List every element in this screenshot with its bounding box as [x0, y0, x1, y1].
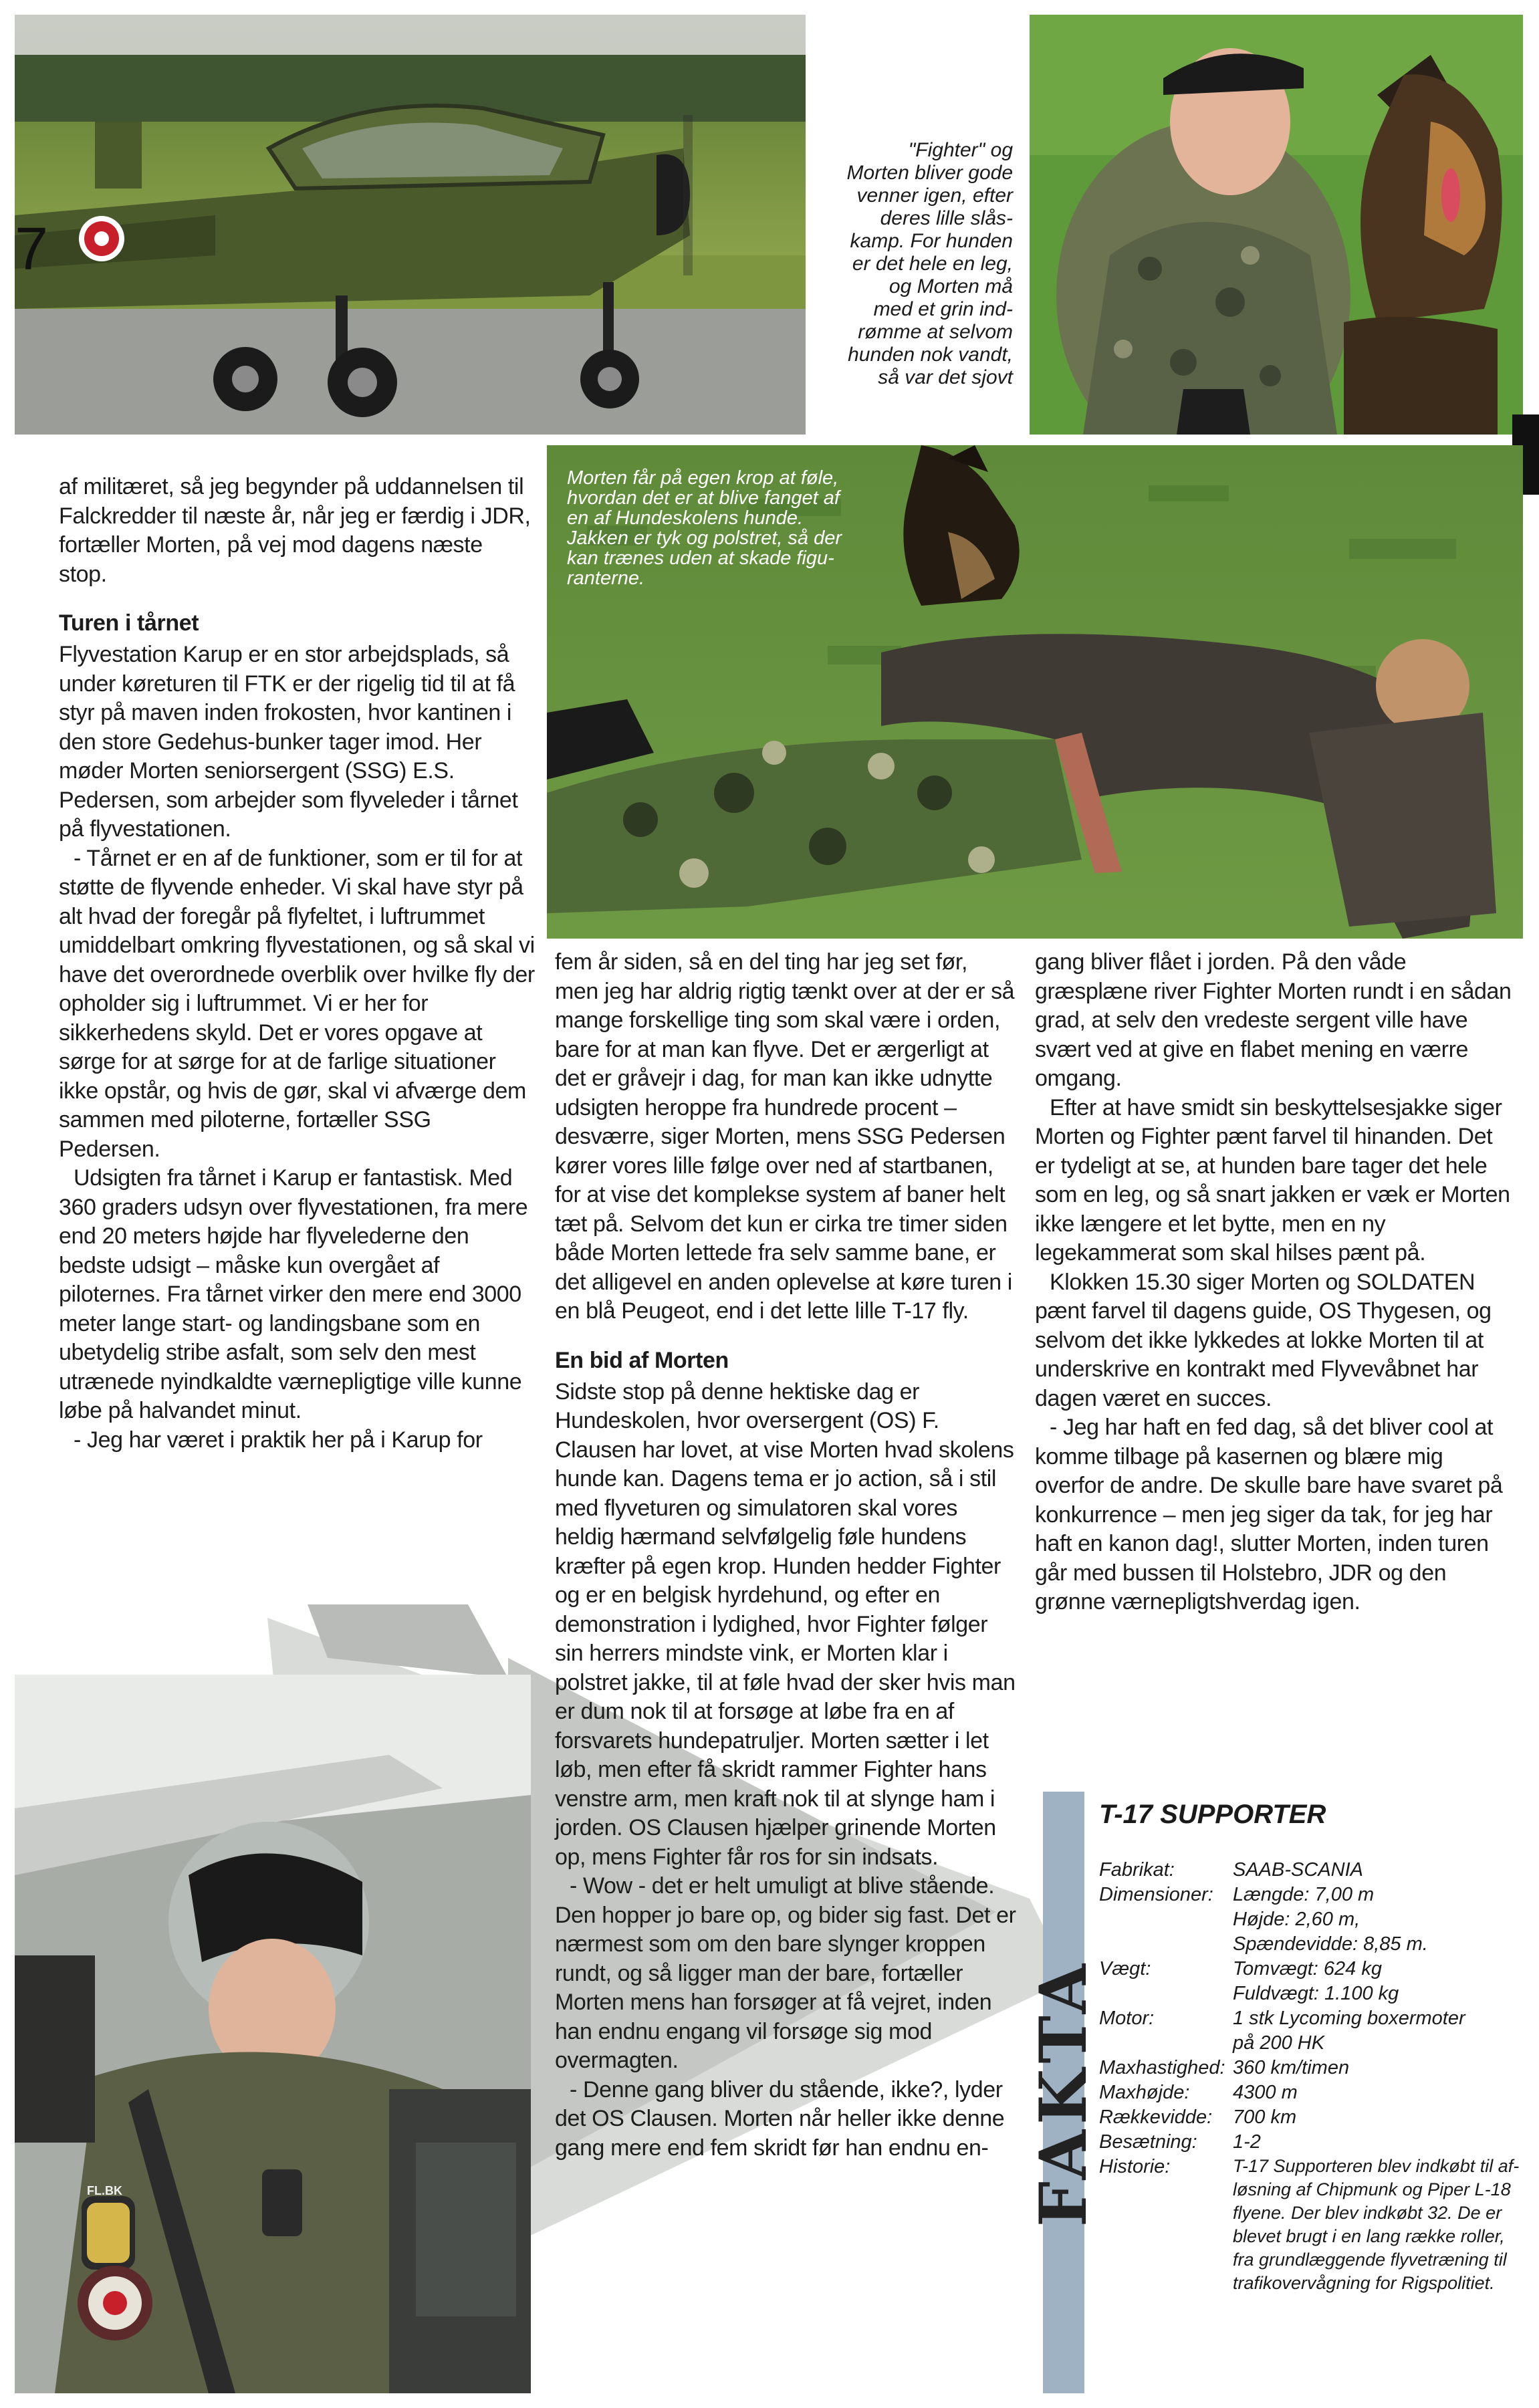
- section-heading: En bid af Morten: [555, 1347, 729, 1373]
- caption-line: "Fighter" og: [908, 139, 1013, 161]
- fakta-row: [1099, 1957, 1514, 2006]
- caption-line: kan trænes uden at skade figu-: [567, 548, 834, 569]
- fakta-key: Motor:: [1099, 2008, 1155, 2029]
- article-column-2: [555, 948, 1016, 2163]
- fakta-value: blevet brugt i en lang række roller,: [1233, 2226, 1505, 2246]
- article-column-1: [59, 473, 535, 1455]
- photo-aircraft: [15, 15, 806, 435]
- fakta-value: Fuldvægt: 1.100 kg: [1233, 1983, 1399, 2004]
- paragraph: Udsigten fra tårnet i Karup er fantastisk. Med 360 graders udsyn over flyvestationen, fra mere end 20 meters højde har flyvelederne den bedste udsigt – måske kun overgået af piloternes. Fra tårnet virker den mere end 3000 meter lange start- og landingsbane som en ubetydelig stribe asfalt, som selv den mest utrænede nyindkaldte værnepligtige ville kunne løbe på halvandet minut.: [59, 1165, 528, 1423]
- paragraph: - Wow - det er helt umuligt at blive stående. Den hopper jo bare op, og bider sig fast. Det er nærmest som om den bare slynger kroppen rundt, og så ligger man der bare, fortæller Morten mens han forsøger at få vejret, inden han endnu engang vil forsøge sig mod overmagten.: [555, 1873, 1016, 2073]
- fakta-value: Længde: 7,00 m: [1233, 1884, 1375, 1905]
- fakta-row: [1099, 2006, 1514, 2056]
- fakta-value: T-17 Supporteren blev indkøbt til af-: [1233, 2156, 1520, 2176]
- fakta-value: 1 stk Lycoming boxermoter: [1233, 2008, 1465, 2029]
- fakta-row: [1099, 2130, 1514, 2155]
- fakta-row: [1099, 1858, 1514, 1883]
- fakta-value: flyene. Der blev indkøbt 32. De er: [1233, 2203, 1502, 2223]
- fakta-row: [1099, 2155, 1520, 2295]
- fakta-key: Rækkevidde:: [1099, 2106, 1213, 2128]
- fakta-key: Maxhastighed:: [1099, 2057, 1225, 2078]
- paragraph: - Tårnet er en af de funktioner, som er til for at støtte de flyvende enheder. Vi skal have styr på alt hvad der foregår på flyfeltet, i luftrummet umiddelbart omkring flyvestationen, og så skal vi have det overordnede overblik over hvilke fly der opholder sig i luftrummet. Vi er her for sikkerhedens skyld. Det er vores opgave at sørge for at sørge for at de farlige situationer ikke opstår, og hvis de gør, skal vi afværge dem sammen med piloterne, fortæller SSG Pedersen.: [59, 845, 535, 1162]
- caption-line: og Morten må: [889, 275, 1013, 297]
- fakta-value: trafikovervågning for Rigspolitiet.: [1233, 2273, 1495, 2293]
- section-heading: Turen i tårnet: [59, 610, 199, 636]
- fakta-value: på 200 HK: [1233, 2032, 1325, 2054]
- fakta-row: [1099, 1883, 1514, 1957]
- article-column-3: [1035, 948, 1516, 1617]
- caption-line: deres lille slås-: [880, 207, 1013, 229]
- fl-bk-patch-label: FL.BK: [87, 2184, 122, 2197]
- paragraph: - Jeg har været i praktik her på i Karup for: [74, 1427, 483, 1453]
- paragraph: Flyvestation Karup er en stor arbejdsplads, så under køreturen til FTK er der rigelig tid til at få styr på maven inden frokosten, hvor kantinen i den store Gedehus-bunker tager imod. Her møder Morten seniorsergent (SSG) E.S. Pedersen, som arbejder som flyveleder i tårnet på flyvestationen.: [59, 642, 518, 842]
- fakta-key: Besætning:: [1099, 2131, 1197, 2153]
- caption-fighter: [812, 139, 1013, 389]
- fakta-value: 4300 m: [1233, 2082, 1298, 2103]
- photo-pilot-cockpit: [15, 1675, 531, 2393]
- caption-line: hvordan det er at blive fanget af: [567, 487, 840, 509]
- fakta-value: SAAB-SCANIA: [1233, 1859, 1363, 1881]
- caption-line: ranterne.: [567, 568, 645, 589]
- caption-line: Morten får på egen krop at føle,: [567, 467, 839, 489]
- fakta-value: fra grundlæggende flyvetræning til: [1233, 2250, 1507, 2270]
- fakta-row: [1099, 2080, 1514, 2105]
- fakta-key: Fabrikat:: [1099, 1859, 1175, 1881]
- fakta-title: T-17 SUPPORTER: [1099, 1800, 1326, 1829]
- fakta-value: løsning af Chipmunk og Piper L-18: [1233, 2179, 1511, 2199]
- tail-number: 7: [15, 216, 49, 283]
- fakta-row: [1099, 2056, 1514, 2080]
- fakta-value: 700 km: [1233, 2106, 1297, 2128]
- fakta-key: Maxhøjde:: [1099, 2082, 1190, 2103]
- fakta-value: 1-2: [1233, 2131, 1261, 2153]
- paragraph: - Denne gang bliver du stående, ikke?, lyder det OS Clausen. Morten når heller ikke denne gang mere end fem skridt før han endnu en-: [555, 2076, 1005, 2161]
- fakta-key: Historie:: [1099, 2156, 1171, 2177]
- paragraph: gang bliver flået i jorden. På den våde græsplæne river Fighter Morten rundt i en sådan grad, at selv den vredeste sergent ville have svært ved at give en flabet mening en værre omgang.: [1035, 949, 1512, 1091]
- paragraph: fem år siden, så en del ting har jeg set før, men jeg har aldrig rigtig tænkt over at der er så mange forskellige ting som skal være i orden, bare for at man kan flyve. Det er ærgerligt at det er gråvejr i dag, for man kan ikke udnytte udsigten heroppe fra hundrede procent – desværre, siger Morten, mens SSG Pedersen kører vores lille følge over ned af startbanen, for at vise det komplekse system af baner helt tæt på. Selvom det kun er cirka tre timer siden både Morten lettede fra selv samme bane, er det alligevel en anden oplevelse at køre turen i en blå Peugeot, end i det lette lille T-17 fly.: [555, 949, 1015, 1324]
- caption-line: Jakken er tyk og polstret, så der: [567, 527, 842, 549]
- caption-line: hunden nok vandt,: [848, 344, 1013, 366]
- caption-line: med et grin ind-: [873, 298, 1013, 320]
- caption-line: så var det sjovt: [878, 366, 1013, 388]
- fakta-value: Højde: 2,60 m,: [1233, 1909, 1360, 1930]
- fakta-label: FAKTA: [1026, 1958, 1102, 2227]
- fakta-key: Vægt:: [1099, 1958, 1151, 1979]
- fakta-value: Spændevidde: 8,85 m.: [1233, 1933, 1428, 1955]
- caption-line: venner igen, efter: [856, 185, 1013, 207]
- caption-line: er det hele en leg,: [852, 253, 1013, 275]
- caption-dog-training: [567, 468, 928, 588]
- caption-line: kamp. For hunden: [850, 230, 1013, 252]
- paragraph: Efter at have smidt sin beskyttelsesjakke siger Morten og Fighter pænt farvel til hinanden. Det er tydeligt at se, at hunden bare tager det hele som en leg, og så snart jakken er væk er Morten ikke længere et let bytte, men en ny legekammerat som skal hilses pænt på.: [1035, 1094, 1510, 1266]
- fakta-box: [1026, 1792, 1523, 2393]
- caption-line: rømme at selvom: [858, 321, 1013, 343]
- paragraph: af militæret, så jeg begynder på uddannelsen til Falckredder til næste år, når jeg er færdig i JDR, fortæller Morten, på vej mod dagens næste stop.: [59, 474, 531, 587]
- fakta-row: [1099, 2105, 1514, 2130]
- photo-soldier-with-dog: [1030, 15, 1523, 435]
- paragraph: Klokken 15.30 siger Morten og SOLDATEN pænt farvel til dagens guide, OS Thygesen, og selvom det ikke lykkedes at lokke Morten til at underskrive en kontrakt med Flyvevåbnet har dagen været en succes.: [1035, 1269, 1492, 1411]
- paragraph: - Jeg har haft en fed dag, så det bliver cool at komme tilbage på kasernen og blære mig overfor de andre. De skulle bare have svaret på konkurrence – men jeg siger da tak, for jeg har haft en kanon dag!, slutter Morten, inden turen går med bussen til Holstebro, JDR og den grønne værnepligtshverdag igen.: [1035, 1415, 1503, 1614]
- fakta-band: [1026, 1792, 1102, 2393]
- caption-line: Morten bliver gode: [846, 162, 1013, 184]
- fakta-key: Dimensioner:: [1099, 1884, 1213, 1905]
- caption-line: en af Hundeskolens hunde.: [567, 507, 804, 529]
- paragraph: Sidste stop på denne hektiske dag er Hundeskolen, hvor oversergent (OS) F. Clausen har lovet, at vise Morten hvad skolens hunde kan. Dagens tema er jo action, så i stil med flyveturen og simulatoren skal vores heldig hærmand selvfølgelig føle hundens kræfter på egen krop. Hunden hedder Fighter og er en belgisk hyrdehund, og efter en demonstration i lydighed, hvor Fighter følger sin herrers mindste vink, er Morten klar i polstret jakke, til at føle hvad der sker hvis man er dum nok til at forsøge at løbe fra en af forsvarets hundepatruljer. Morten sætter i let løb, men efter få skridt rammer Fighter hans venstre arm, men kraft nok til at slynge ham i jorden. OS Clausen hjælper grinende Morten op, mens Fighter får ros for sin indsats.: [555, 1378, 1016, 1870]
- fakta-value: Tomvægt: 624 kg: [1233, 1958, 1382, 1979]
- fakta-value: 360 km/timen: [1233, 2057, 1350, 2078]
